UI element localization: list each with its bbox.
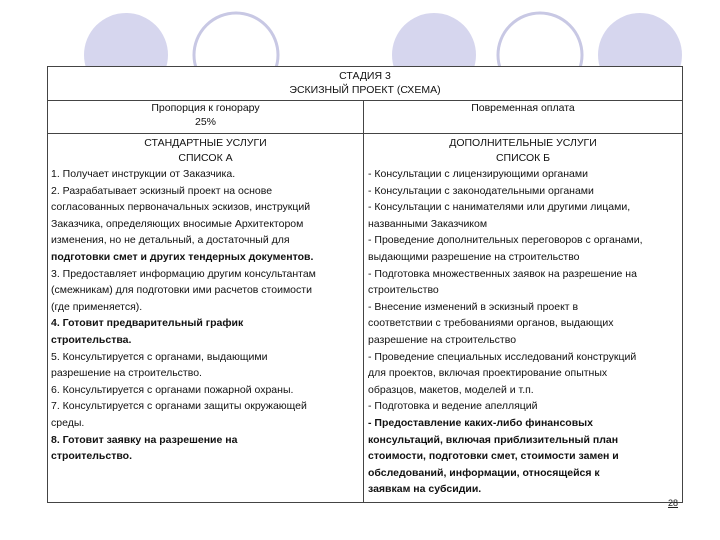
list-b-line: - Подготовка множественных заявок на разрешение на	[368, 267, 637, 280]
list-a-line: согласованных первоначальных эскизов, инструкций	[51, 201, 311, 214]
page-number: 28	[667, 498, 678, 508]
list-a-line: строительства.	[51, 333, 132, 346]
list-b-title: СПИСОК Б	[495, 152, 551, 164]
list-a-line: 6. Консультируется с органами пожарной охраны.	[51, 383, 294, 396]
list-a-line: Заказчика, определяющих вносимые Архитектором	[51, 217, 304, 230]
standard-services-column	[48, 101, 364, 502]
fee-proportion-value: 25%	[194, 115, 216, 128]
list-a-line: изменения, но не детальный, а достаточный для	[51, 234, 290, 247]
list-a-line: разрешение на строительство.	[51, 367, 202, 380]
list-a-title: СПИСОК А	[178, 152, 233, 164]
list-a-line: среды.	[51, 416, 85, 429]
list-b-line: образцов, макетов, моделей и т.п.	[368, 383, 534, 396]
list-a-line: 7. Консультируется с органами защиты окружающей	[51, 400, 307, 413]
list-a-line: (смежникам) для подготовки ими расчетов стоимости	[51, 284, 312, 297]
list-a-line: 5. Консультируется с органами, выдающими	[51, 350, 268, 363]
list-b-line: названными Заказчиком	[368, 217, 488, 230]
stage-line-1: СТАДИЯ 3	[339, 70, 391, 82]
list-b-line: - Проведение специальных исследований конструкций	[368, 350, 637, 363]
list-b-items	[364, 166, 682, 498]
list-b-line: разрешение на строительство	[368, 333, 517, 346]
stage-title	[48, 67, 682, 101]
fee-proportion-label: Пропорция к гонорару	[151, 102, 260, 114]
list-b-line: выдающими разрешение на строительство	[368, 250, 580, 263]
list-b-line: обследований, информации, относящейся к	[368, 466, 600, 479]
list-b-line: - Предоставление каких-либо финансовых	[368, 416, 593, 429]
hourly-payment-label: Повременная оплата	[471, 102, 575, 114]
list-b-line: строительство	[368, 284, 439, 297]
list-b-line: - Внесение изменений в эскизный проект в	[368, 300, 579, 313]
hourly-payment-header	[364, 101, 682, 134]
list-a-items	[48, 166, 363, 465]
services-table	[47, 66, 683, 503]
list-b-line: для проектов, включая проектирование опытных	[368, 367, 608, 380]
list-b-line: консультаций, включая приблизительный план	[368, 433, 619, 446]
list-b-line: - Консультации с нанимателями или другими лицами,	[368, 201, 631, 214]
list-b-line: - Консультации с лицензирующими органами	[368, 168, 588, 180]
additional-services-title: ДОПОЛНИТЕЛЬНЫЕ УСЛУГИ	[449, 137, 597, 149]
list-a-line: (где применяется).	[51, 300, 143, 313]
stage-line-2: ЭСКИЗНЫЙ ПРОЕКТ (СХЕМА)	[289, 83, 441, 96]
list-a-line: 2. Разрабатывает эскизный проект на основе	[51, 184, 273, 197]
additional-services-column	[364, 101, 682, 502]
list-a-line: строительство.	[51, 450, 133, 463]
list-b-line: стоимости, подготовки смет, стоимости замен и	[368, 450, 619, 463]
standard-services-title: СТАНДАРТНЫЕ УСЛУГИ	[144, 137, 267, 149]
list-a-line: 8. Готовит заявку на разрешение на	[51, 433, 238, 446]
list-a-line: подготовки смет и других тендерных документов.	[51, 250, 314, 263]
list-a-line: 1. Получает инструкции от Заказчика.	[51, 168, 236, 180]
list-b-line: соответствии с требованиями органов, выдающих	[368, 317, 614, 330]
list-a-line: 3. Предоставляет информацию другим консультантам	[51, 267, 316, 280]
list-b-line: - Проведение дополнительных переговоров с органами,	[368, 234, 643, 247]
list-b-line: заявкам на субсидии.	[368, 483, 482, 496]
fee-proportion-header	[48, 101, 363, 134]
list-b-line: - Консультации с законодательными органами	[368, 184, 594, 197]
list-b-line: - Подготовка и ведение апелляций	[368, 400, 538, 413]
list-a-line: 4. Готовит предварительный график	[51, 317, 244, 330]
